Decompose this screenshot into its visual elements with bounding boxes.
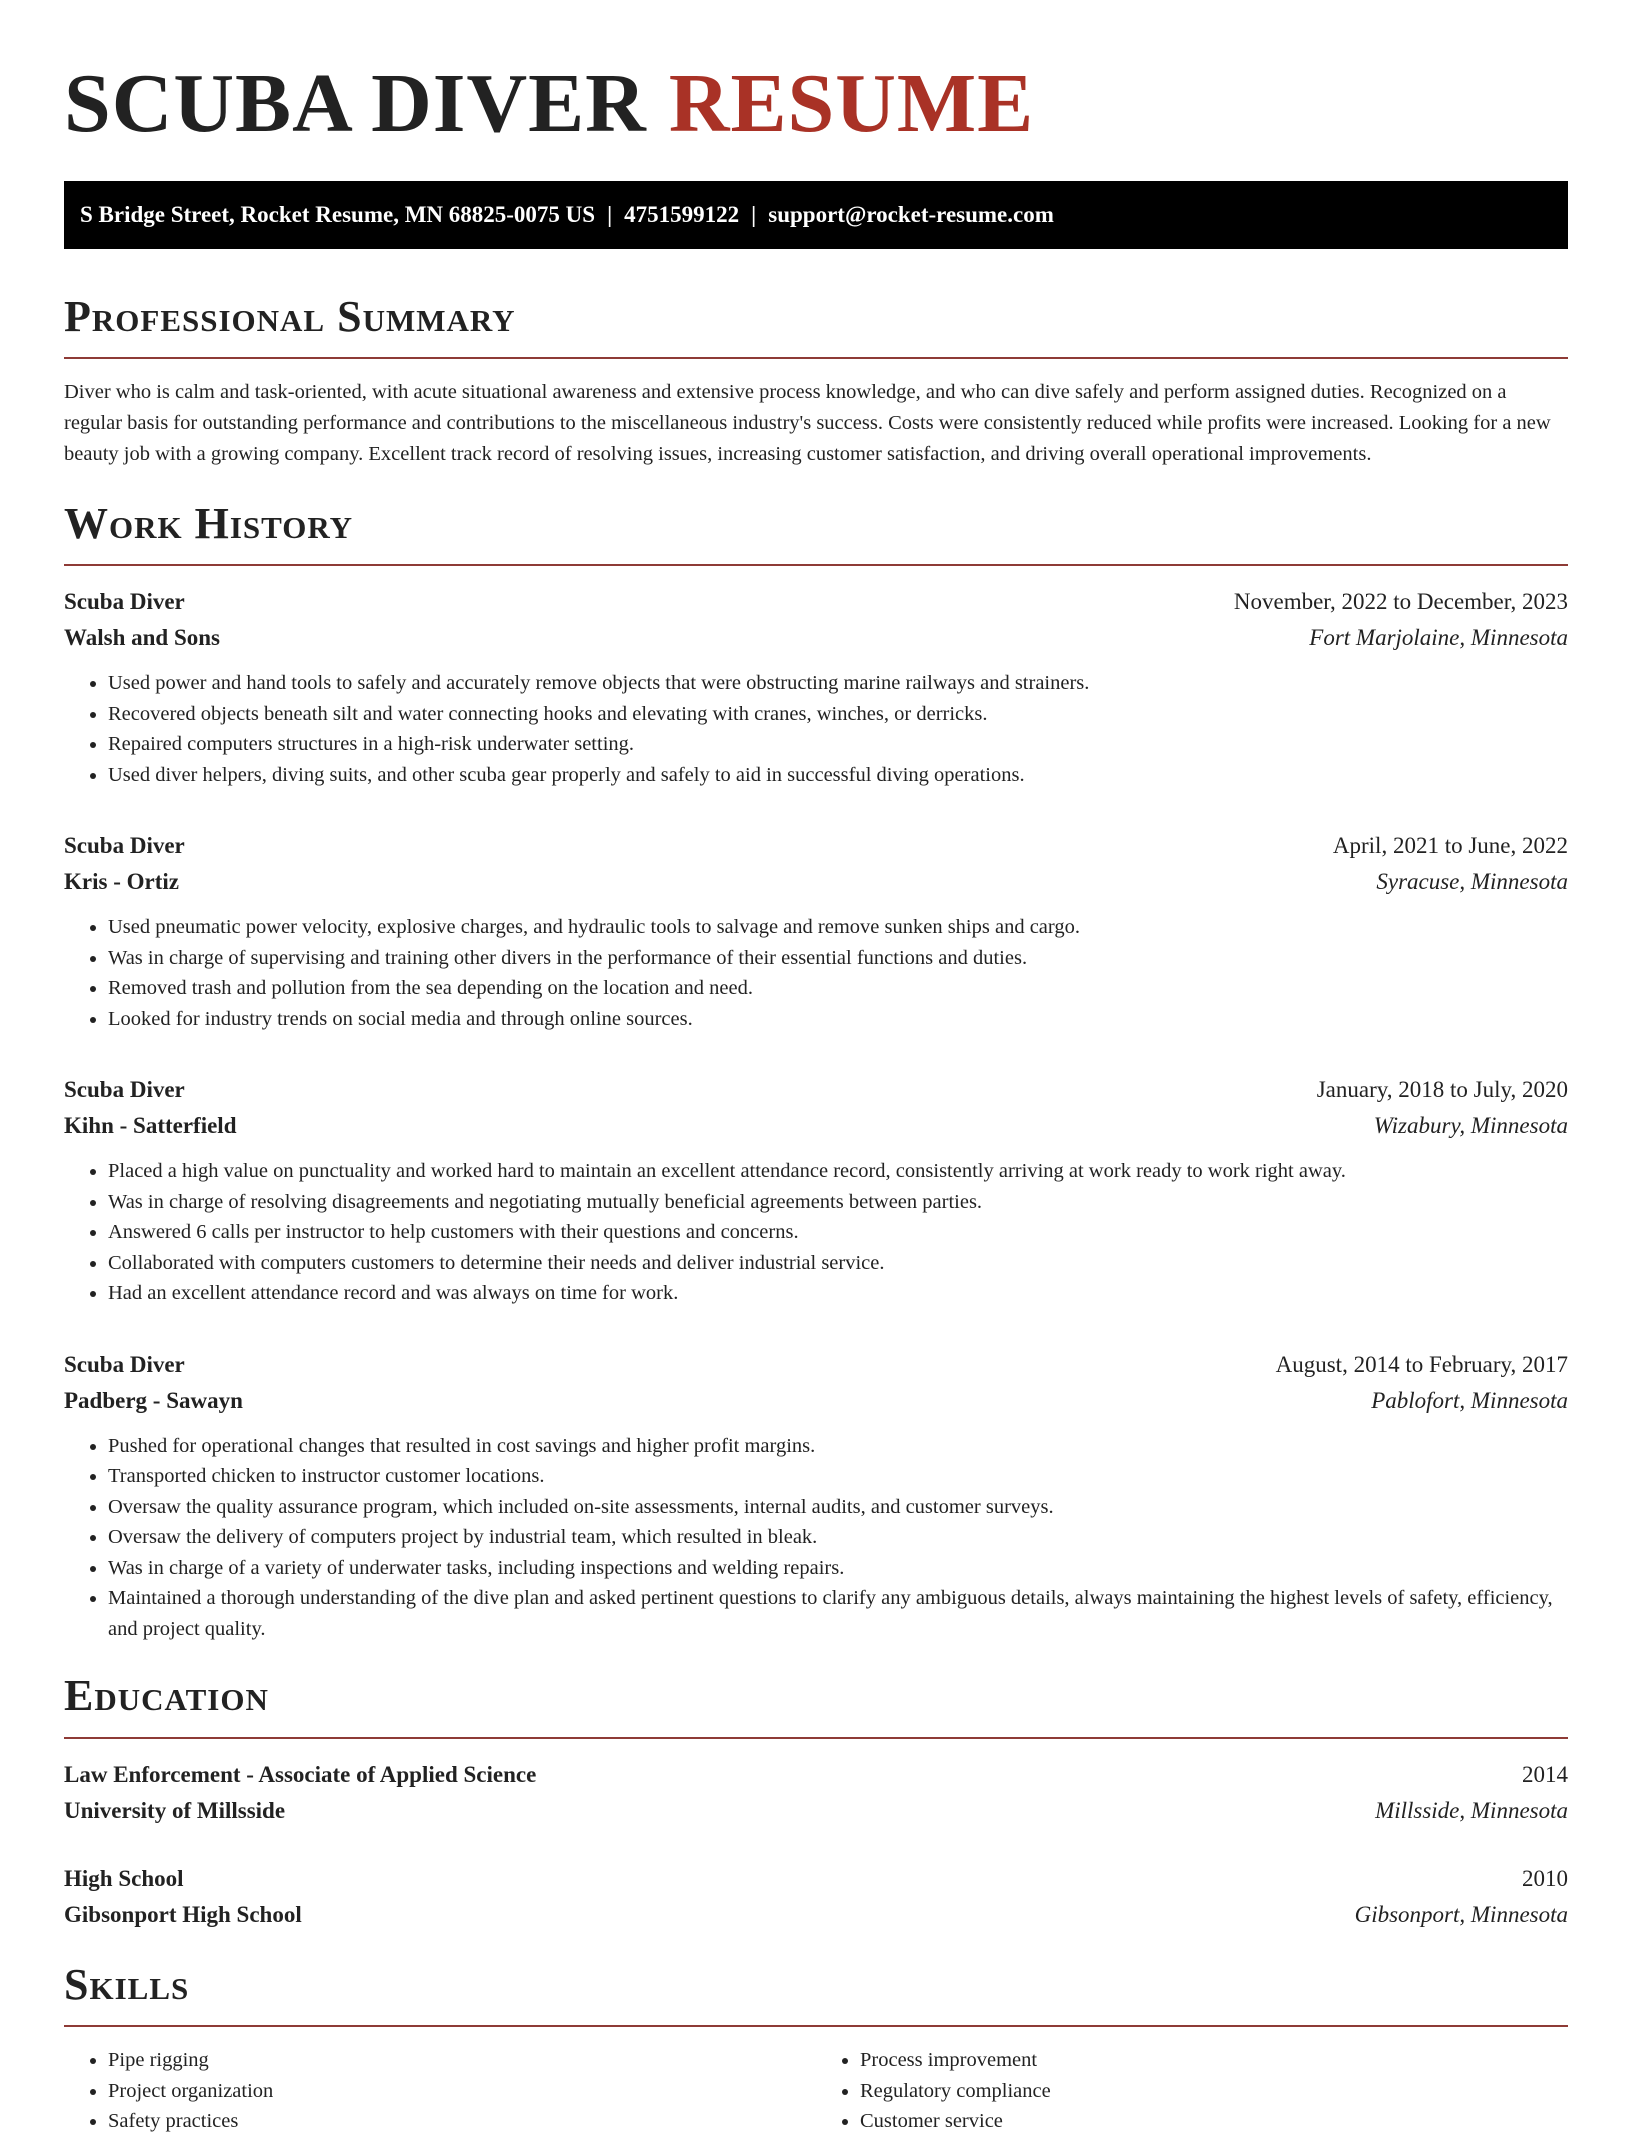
section-divider	[64, 357, 1568, 359]
education-entry	[64, 1861, 1568, 1933]
job-duty: • Oversaw the quality assurance program, which included on-site assessments, internal audits, and customer surveys.	[108, 1492, 1568, 1523]
skill-item: • Pipe rigging	[108, 2045, 816, 2076]
job-duty: • Maintained a thorough understanding of the dive plan and asked pertinent questions to clarify any ambiguous details, always maintaining the highest levels of safety, efficiency, and project quality.	[108, 1583, 1568, 1644]
skill-item: • Customer service	[860, 2106, 1568, 2137]
contact-bar	[64, 181, 1568, 249]
job-duty: • Pushed for operational changes that resulted in cost savings and higher profit margins.	[108, 1431, 1568, 1462]
job-duty: • Recovered objects beneath silt and water connecting hooks and elevating with cranes, winches, or derricks.	[108, 699, 1568, 730]
job-entry	[64, 1072, 1568, 1309]
job-location: Fort Marjolaine, Minnesota	[1309, 625, 1568, 651]
section-divider	[64, 2025, 1568, 2027]
education-entry	[64, 1757, 1568, 1829]
skills-column-left	[64, 2045, 816, 2137]
skill-item: • Safety practices	[108, 2106, 816, 2137]
job-duty: • Was in charge of a variety of underwater tasks, including inspections and welding repairs.	[108, 1553, 1568, 1584]
job-duties	[64, 1431, 1568, 1645]
education-school: University of Millsside	[64, 1797, 286, 1823]
job-title: Scuba Diver	[64, 1351, 185, 1377]
job-duty: • Used power and hand tools to safely and accurately remove objects that were obstructing marine railways and strainers.	[108, 668, 1568, 699]
job-duty: • Used pneumatic power velocity, explosive charges, and hydraulic tools to salvage and remove sunken ships and cargo.	[108, 912, 1568, 943]
title-main: SCUBA DIVER	[64, 57, 647, 150]
summary-text: Diver who is calm and task-oriented, with acute situational awareness and extensive process knowledge, and who can dive safely and perform assigned duties. Recognized on a regular basis for outstanding performance and contributions to the miscellaneous industry's success. Costs were consistently reduced while profits were increased. Looking for a new beauty job with a growing company. Excellent track record of resolving issues, increasing customer satisfaction, and driving overall operational improvements.	[64, 380, 1551, 465]
education-school: Gibsonport High School	[64, 1901, 302, 1927]
job-dates: January, 2018 to July, 2020	[1316, 1077, 1568, 1103]
job-duty: • Oversaw the delivery of computers project by industrial team, which resulted in bleak.	[108, 1522, 1568, 1553]
job-duty: • Used diver helpers, diving suits, and other scuba gear properly and safely to aid in successful diving operations.	[108, 760, 1568, 791]
job-company: Walsh and Sons	[64, 625, 220, 651]
job-duty: • Removed trash and pollution from the sea depending on the location and need.	[108, 973, 1568, 1004]
job-entry	[64, 584, 1568, 790]
job-duty: • Placed a high value on punctuality and worked hard to maintain an excellent attendance record, consistently arriving at work ready to work right away.	[108, 1156, 1568, 1187]
skill-item: • Regulatory compliance	[860, 2076, 1568, 2107]
job-dates: August, 2014 to February, 2017	[1275, 1351, 1568, 1377]
education-list	[64, 1757, 1568, 1933]
skills-column-right	[816, 2045, 1568, 2137]
job-location: Pablofort, Minnesota	[1371, 1387, 1568, 1413]
contact-phone: 4751599122	[624, 201, 740, 227]
education-location: Gibsonport, Minnesota	[1354, 1901, 1568, 1927]
contact-email: support@rocket-resume.com	[768, 201, 1054, 227]
skill-item: • Project organization	[108, 2076, 816, 2107]
summary-heading: Professional Summary	[64, 291, 516, 341]
education-degree: Law Enforcement - Associate of Applied Science	[64, 1761, 537, 1787]
job-duties	[64, 1156, 1568, 1309]
job-entry	[64, 1347, 1568, 1645]
job-title: Scuba Diver	[64, 1077, 185, 1103]
education-year: 2010	[1522, 1865, 1568, 1891]
work-heading: Work History	[64, 498, 354, 548]
job-duties	[64, 668, 1568, 790]
job-company: Padberg - Sawayn	[64, 1387, 243, 1413]
resume-title	[64, 56, 1568, 153]
job-entry	[64, 828, 1568, 1034]
job-title: Scuba Diver	[64, 833, 185, 859]
job-duty: • Transported chicken to instructor customer locations.	[108, 1461, 1568, 1492]
education-location: Millsside, Minnesota	[1375, 1797, 1568, 1823]
job-duty: • Collaborated with computers customers to determine their needs and deliver industrial service.	[108, 1248, 1568, 1279]
job-duty: • Had an excellent attendance record and was always on time for work.	[108, 1278, 1568, 1309]
job-company: Kihn - Satterfield	[64, 1113, 237, 1139]
job-location: Wizabury, Minnesota	[1373, 1113, 1568, 1139]
education-heading: Education	[64, 1671, 269, 1721]
contact-address: S Bridge Street, Rocket Resume, MN 68825-0075 US	[80, 201, 596, 227]
job-duty: • Looked for industry trends on social media and through online sources.	[108, 1004, 1568, 1035]
job-duty: • Was in charge of supervising and training other divers in the performance of their essential functions and duties.	[108, 943, 1568, 974]
skills-list	[64, 2045, 1568, 2137]
education-year: 2014	[1522, 1761, 1568, 1787]
education-degree: High School	[64, 1865, 184, 1891]
skill-item: • Process improvement	[860, 2045, 1568, 2076]
job-title: Scuba Diver	[64, 589, 185, 615]
skills-heading: Skills	[64, 1959, 190, 2009]
section-divider	[64, 1737, 1568, 1739]
job-location: Syracuse, Minnesota	[1376, 869, 1568, 895]
job-company: Kris - Ortiz	[64, 869, 179, 895]
job-dates: November, 2022 to December, 2023	[1233, 589, 1568, 615]
title-accent: RESUME	[668, 57, 1035, 150]
contact-separator: |	[751, 201, 757, 227]
section-divider	[64, 564, 1568, 566]
work-list	[64, 584, 1568, 1644]
job-duty: • Answered 6 calls per instructor to help customers with their questions and concerns.	[108, 1217, 1568, 1248]
job-duty: • Repaired computers structures in a high-risk underwater setting.	[108, 729, 1568, 760]
job-dates: April, 2021 to June, 2022	[1332, 833, 1568, 859]
job-duties	[64, 912, 1568, 1034]
contact-separator: |	[607, 201, 613, 227]
job-duty: • Was in charge of resolving disagreements and negotiating mutually beneficial agreements between parties.	[108, 1187, 1568, 1218]
